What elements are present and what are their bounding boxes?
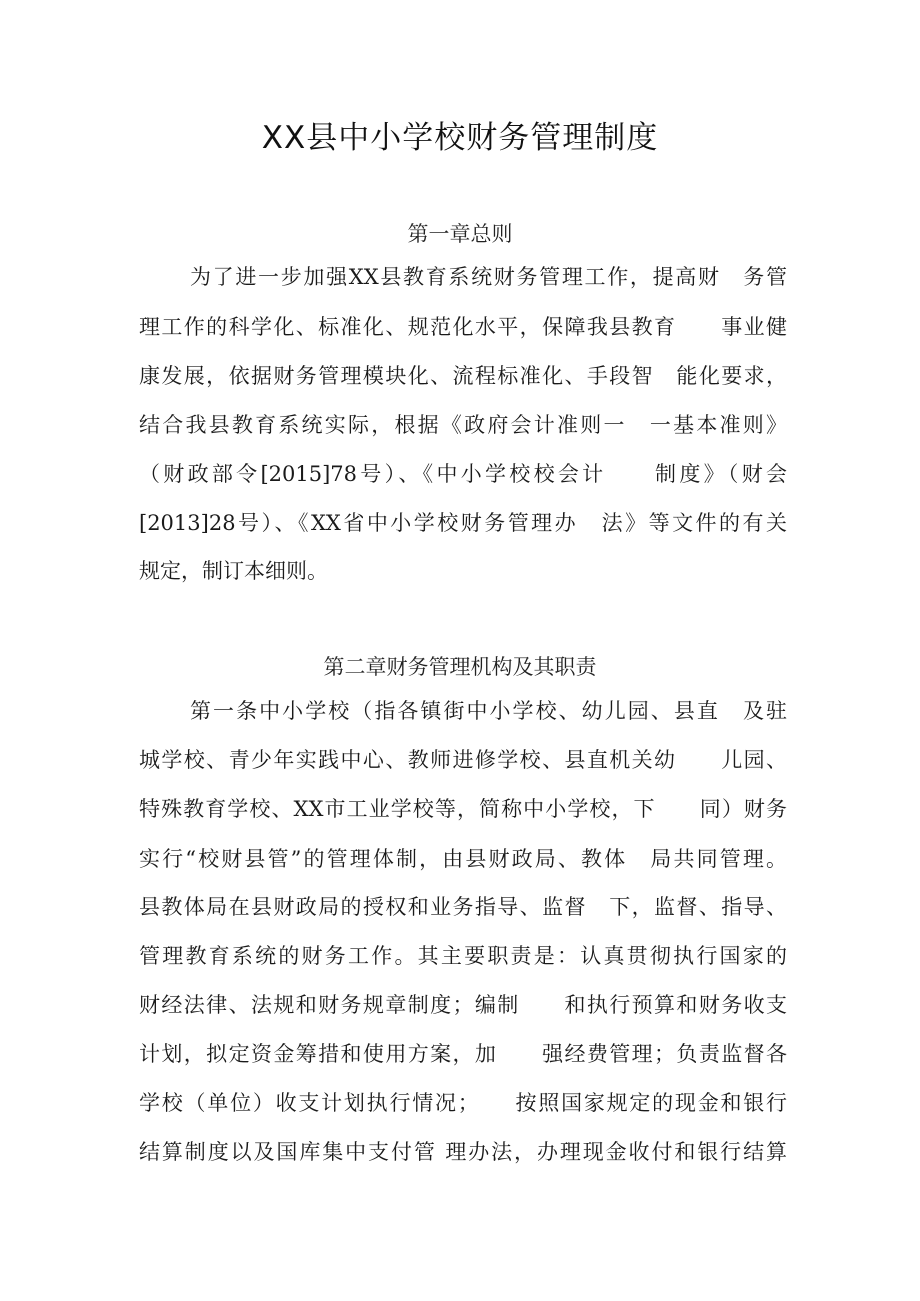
paragraph-line: 理工作的科学化、标准化、规范化水平，保障我县教育 事业健: [139, 315, 787, 339]
chapter-2-heading: 第二章财务管理机构及其职责: [323, 655, 597, 679]
paragraph-line: 特殊教育学校、XX市工业学校等，简称中小学校，下 同）财务: [139, 797, 787, 821]
paragraph-line: （财政部令[2015]78号）、《中小学校校会计 制度》（财会: [139, 462, 787, 486]
paragraph-line: 结合我县教育系统实际，根据《政府会计准则一 一基本准则》: [139, 413, 787, 437]
paragraph-line: 为了进一步加强XX县教育系统财务管理工作，提高财 务管: [190, 265, 787, 289]
chapter-1-heading: 第一章总则: [407, 222, 513, 246]
paragraph-line: [2013]28号）、《XX省中小学校财务管理办 法》等文件的有关: [139, 511, 787, 535]
paragraph-line: 财经法律、法规和财务规章制度；编制 和执行预算和财务收支: [139, 993, 787, 1017]
paragraph-line: 管理教育系统的财务工作。其主要职责是：认真贯彻执行国家的: [139, 944, 787, 968]
paragraph-line: 规定，制订本细则。: [139, 559, 328, 583]
paragraph-line: 县教体局在县财政局的授权和业务指导、监督 下，监督、指导、: [139, 895, 787, 919]
paragraph-line: 康发展，依据财务管理模块化、流程标准化、手段智 能化要求，: [139, 364, 787, 388]
paragraph-line: 城学校、青少年实践中心、教师进修学校、县直机关幼 儿园、: [139, 748, 787, 772]
paragraph-line: 结算制度以及国库集中支付管 理办法，办理现金收付和银行结算: [139, 1140, 787, 1164]
paragraph-line: 实行“校财县管”的管理体制，由县财政局、教体 局共同管理。: [139, 847, 787, 871]
document-title: XX县中小学校财务管理制度: [261, 120, 659, 156]
paragraph-line: 第一条中小学校（指各镇街中小学校、幼儿园、县直 及驻: [190, 699, 787, 723]
paragraph-line: 计划，拟定资金筹措和使用方案，加 强经费管理；负责监督各: [139, 1042, 787, 1066]
paragraph-line: 学校（单位）收支计划执行情况； 按照国家规定的现金和银行: [139, 1091, 787, 1115]
